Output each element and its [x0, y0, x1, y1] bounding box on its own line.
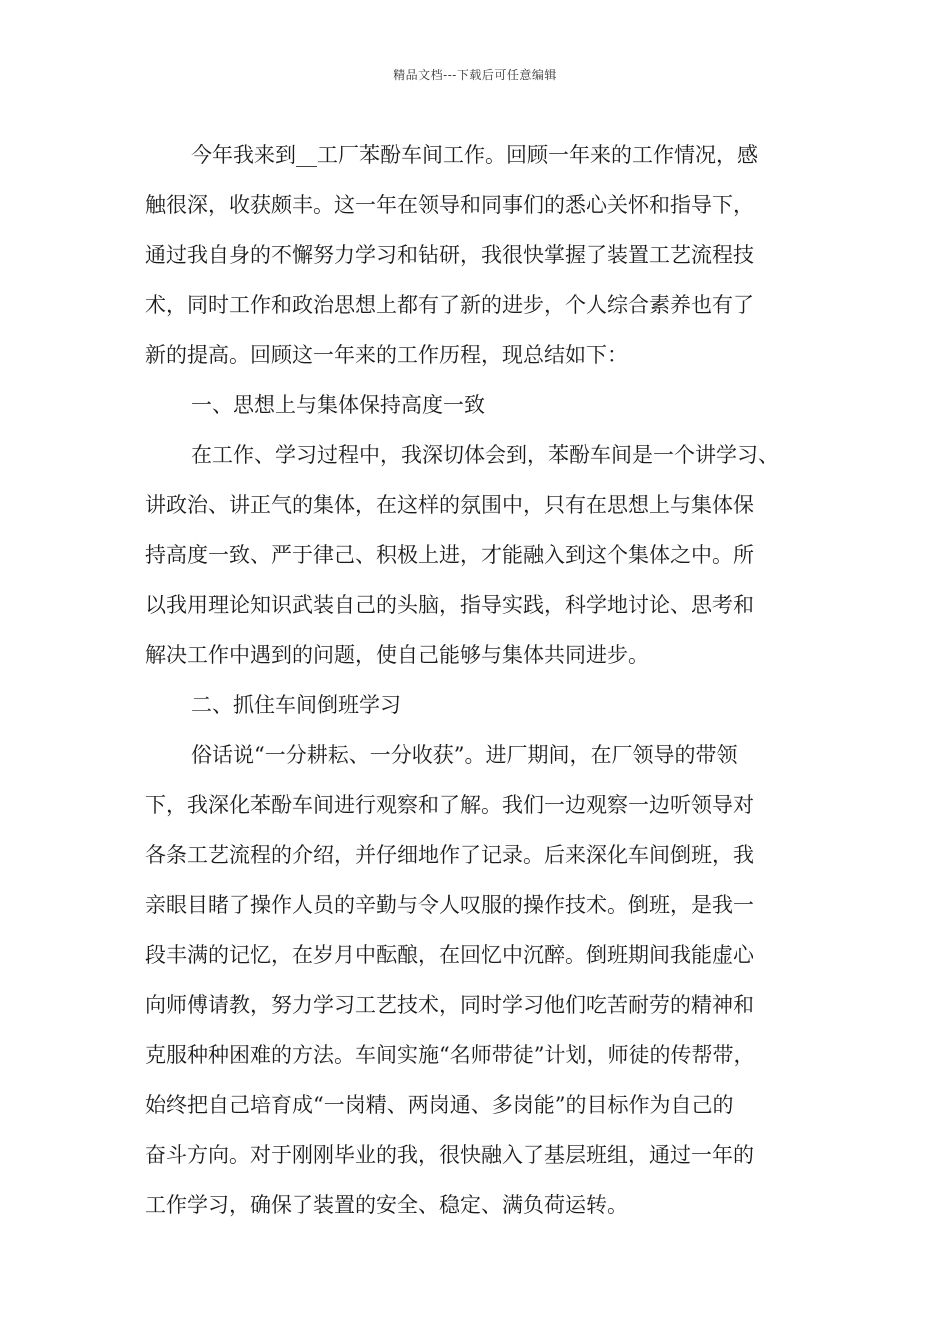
paragraph-line: 持高度一致、严于律己、积极上进，才能融入到这个集体之中。所 — [145, 543, 754, 567]
section-heading: 二、抓住车间倒班学习 — [191, 693, 401, 717]
paragraph-line: 下，我深化苯酚车间进行观察和了解。我们一边观察一边听领导对 — [145, 793, 754, 817]
paragraph-line: 以我用理论知识武装自己的头脑，指导实践，科学地讨论、思考和 — [145, 593, 754, 617]
paragraph-line: 段丰满的记忆，在岁月中酝酿，在回忆中沉醉。倒班期间我能虚心 — [145, 943, 754, 967]
paragraph-line: 克服种种困难的方法。车间实施“名师带徒”计划，师徒的传帮带， — [145, 1043, 755, 1067]
page-header: 精品文档---下载后可任意编辑 — [393, 68, 557, 82]
paragraph-line: 工作学习，确保了装置的安全、稳定、满负荷运转。 — [145, 1193, 628, 1217]
paragraph-line: 今年我来到__工厂苯酚车间工作。回顾一年来的工作情况，感 — [191, 143, 758, 167]
paragraph-line: 各条工艺流程的介绍，并仔细地作了记录。后来深化车间倒班，我 — [145, 843, 754, 867]
paragraph-line: 通过我自身的不懈努力学习和钻研，我很快掌握了装置工艺流程技 — [145, 243, 754, 267]
paragraph-line: 奋斗方向。对于刚刚毕业的我，很快融入了基层班组，通过一年的 — [145, 1143, 754, 1167]
paragraph-line: 新的提高。回顾这一年来的工作历程，现总结如下： — [145, 343, 628, 367]
paragraph-line: 术，同时工作和政治思想上都有了新的进步，个人综合素养也有了 — [145, 293, 754, 317]
document-body — [145, 130, 835, 1230]
paragraph-line: 讲政治、讲正气的集体，在这样的氛围中，只有在思想上与集体保 — [145, 493, 754, 517]
paragraph-line: 向师傅请教，努力学习工艺技术，同时学习他们吃苦耐劳的精神和 — [145, 993, 754, 1017]
paragraph-line: 触很深，收获颇丰。这一年在领导和同事们的悉心关怀和指导下， — [145, 193, 754, 217]
section-heading: 一、思想上与集体保持高度一致 — [191, 393, 485, 417]
paragraph-line: 解决工作中遇到的问题，使自己能够与集体共同进步。 — [145, 643, 649, 667]
paragraph-line: 亲眼目睹了操作人员的辛勤与令人叹服的操作技术。倒班，是我一 — [145, 893, 754, 917]
paragraph-line: 在工作、学习过程中，我深切体会到，苯酚车间是一个讲学习、 — [191, 443, 779, 467]
paragraph-line: 俗话说“一分耕耘、一分收获”。进厂期间，在厂领导的带领 — [191, 743, 738, 767]
paragraph-line: 始终把自己培育成“一岗精、两岗通、多岗能”的目标作为自己的 — [145, 1093, 734, 1117]
